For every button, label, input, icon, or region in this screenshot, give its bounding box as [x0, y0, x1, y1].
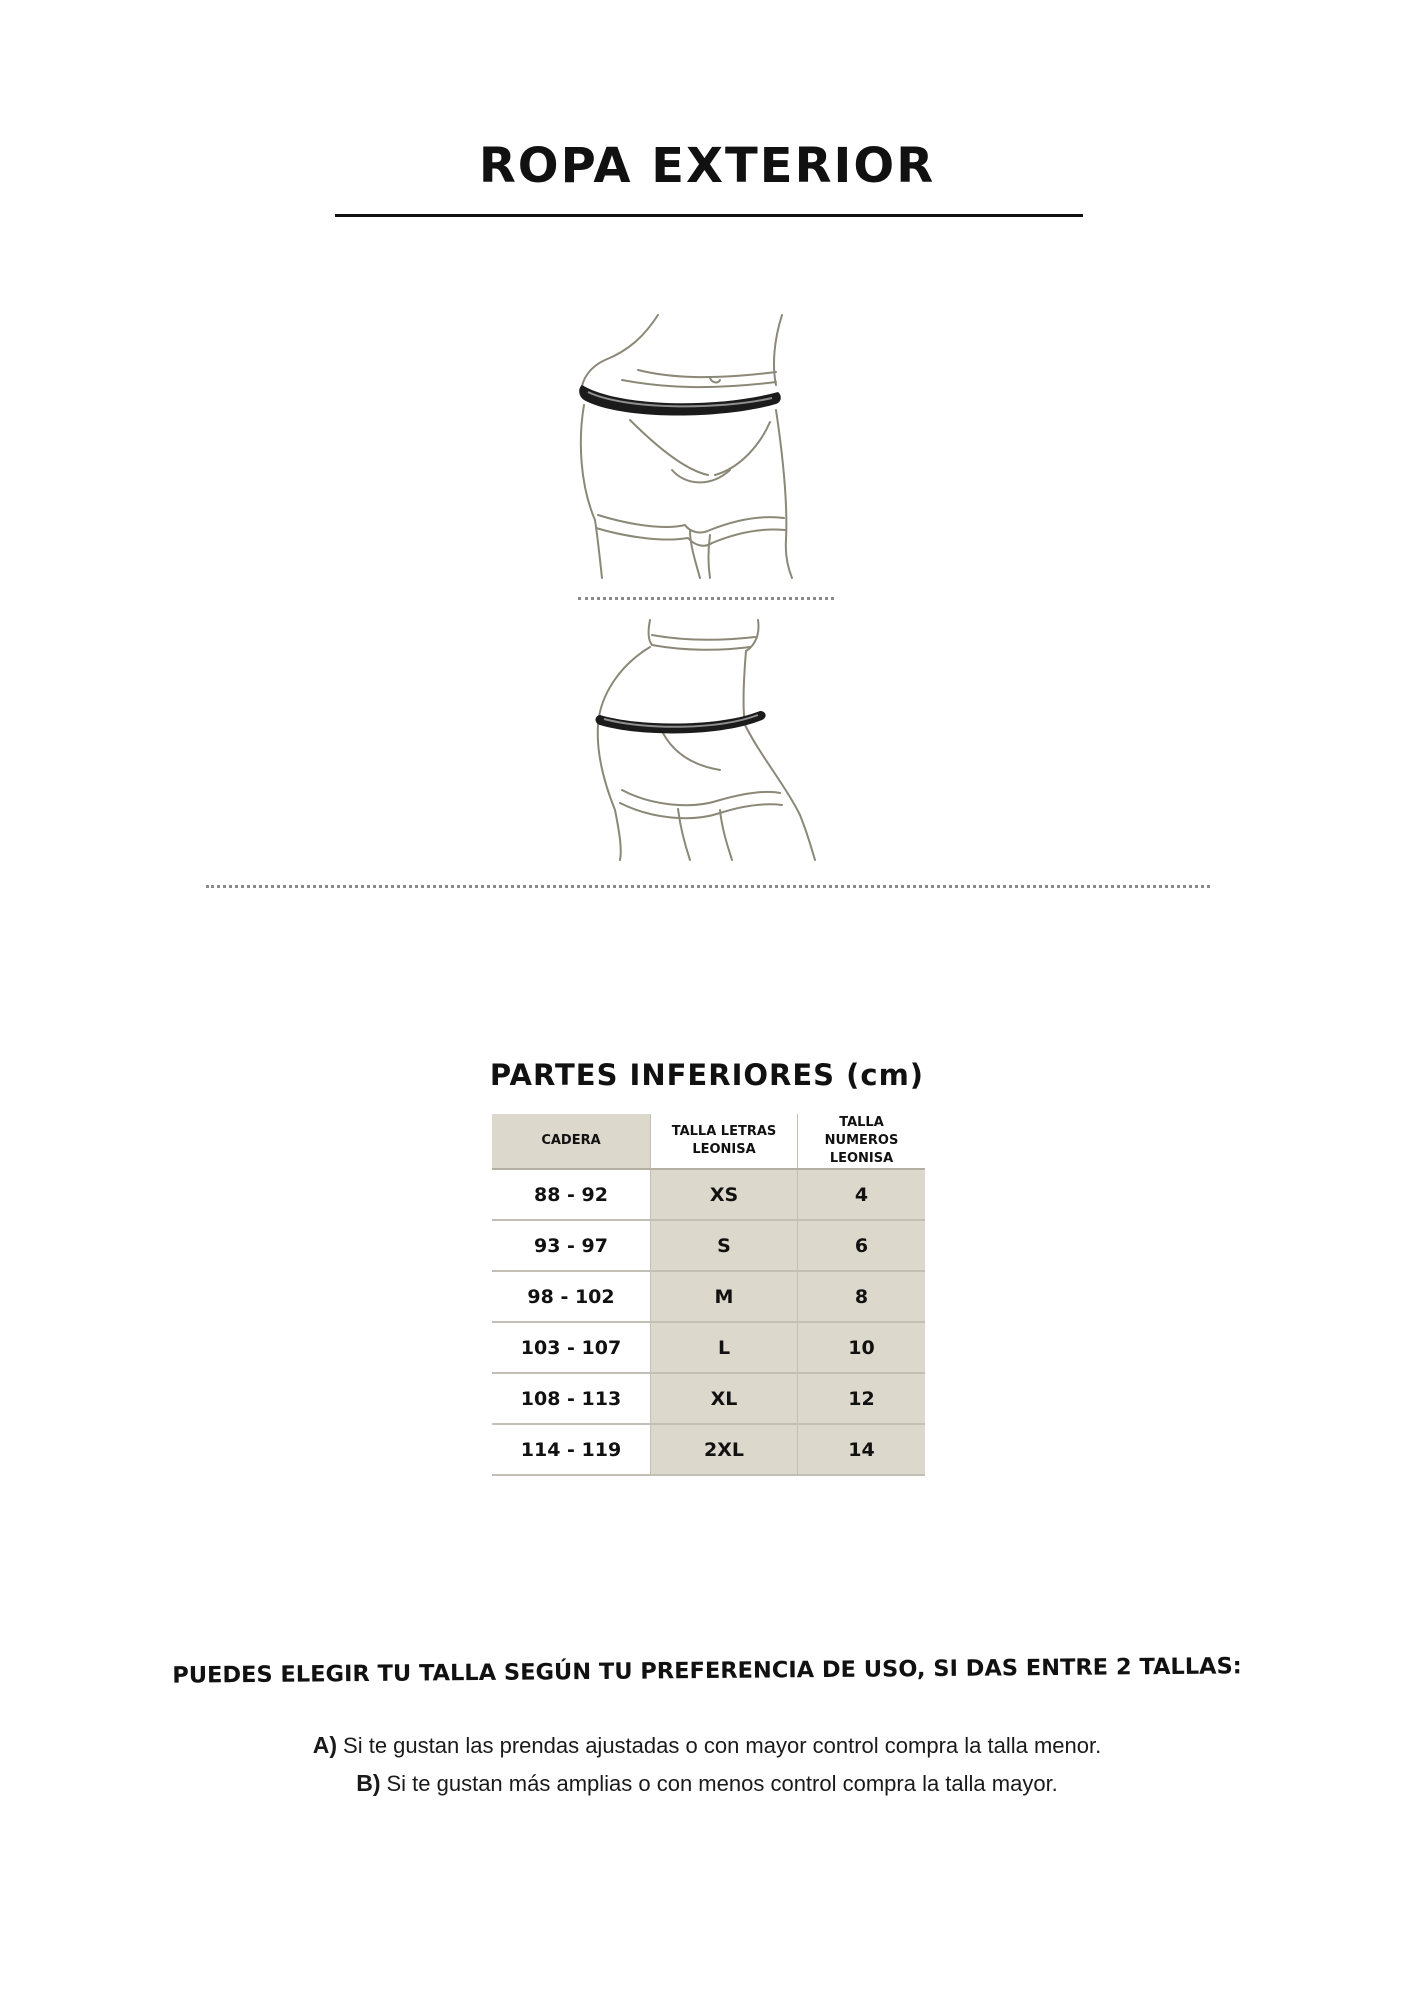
- column-header-talla-letras: TALLA LETRAS LEONISA: [651, 1114, 798, 1169]
- cell-cadera: 98 - 102: [492, 1271, 651, 1322]
- hip-measure-front-illustration: [560, 310, 860, 585]
- cell-talla-letras: L: [651, 1322, 798, 1373]
- table-header-row: [492, 1114, 925, 1169]
- cell-talla-letras: M: [651, 1271, 798, 1322]
- size-advice-heading: PUEDES ELEGIR TU TALLA SEGÚN TU PREFERENCIA DE USO, SI DAS ENTRE 2 TALLAS:: [172, 1653, 1242, 1689]
- size-table: [492, 1114, 925, 1476]
- table-row: [492, 1373, 925, 1424]
- table-row: [492, 1271, 925, 1322]
- page-title: ROPA EXTERIOR: [478, 138, 936, 194]
- advice-option-a: [0, 1732, 1414, 1759]
- option-a-label: A): [312, 1732, 338, 1758]
- size-table-title: PARTES INFERIORES (cm): [489, 1058, 925, 1092]
- title-underline: [335, 214, 1083, 217]
- illustration-divider: [578, 597, 834, 600]
- table-row: [492, 1322, 925, 1373]
- column-header-talla-numeros: TALLA NUMEROS LEONISA: [798, 1114, 926, 1169]
- cell-talla-letras: 2XL: [651, 1424, 798, 1475]
- cell-talla-numeros: 14: [798, 1424, 926, 1475]
- cell-cadera: 88 - 92: [492, 1169, 651, 1220]
- cell-talla-numeros: 10: [798, 1322, 926, 1373]
- option-b-text: Si te gustan más amplias o con menos control compra la talla mayor.: [386, 1771, 1058, 1796]
- cell-talla-numeros: 12: [798, 1373, 926, 1424]
- cell-talla-numeros: 6: [798, 1220, 926, 1271]
- section-divider: [206, 885, 1210, 888]
- table-row: [492, 1169, 925, 1220]
- column-header-cadera: CADERA: [492, 1114, 651, 1169]
- cell-cadera: 93 - 97: [492, 1220, 651, 1271]
- cell-cadera: 108 - 113: [492, 1373, 651, 1424]
- table-row: [492, 1220, 925, 1271]
- advice-option-b: [0, 1770, 1414, 1797]
- option-a-text: Si te gustan las prendas ajustadas o con mayor control compra la talla menor.: [343, 1733, 1102, 1758]
- hip-measure-side-illustration: [560, 615, 860, 865]
- cell-talla-letras: XS: [651, 1169, 798, 1220]
- cell-talla-numeros: 8: [798, 1271, 926, 1322]
- cell-talla-letras: XL: [651, 1373, 798, 1424]
- cell-cadera: 103 - 107: [492, 1322, 651, 1373]
- option-b-label: B): [356, 1770, 381, 1796]
- cell-cadera: 114 - 119: [492, 1424, 651, 1475]
- table-row: [492, 1424, 925, 1475]
- cell-talla-letras: S: [651, 1220, 798, 1271]
- cell-talla-numeros: 4: [798, 1169, 926, 1220]
